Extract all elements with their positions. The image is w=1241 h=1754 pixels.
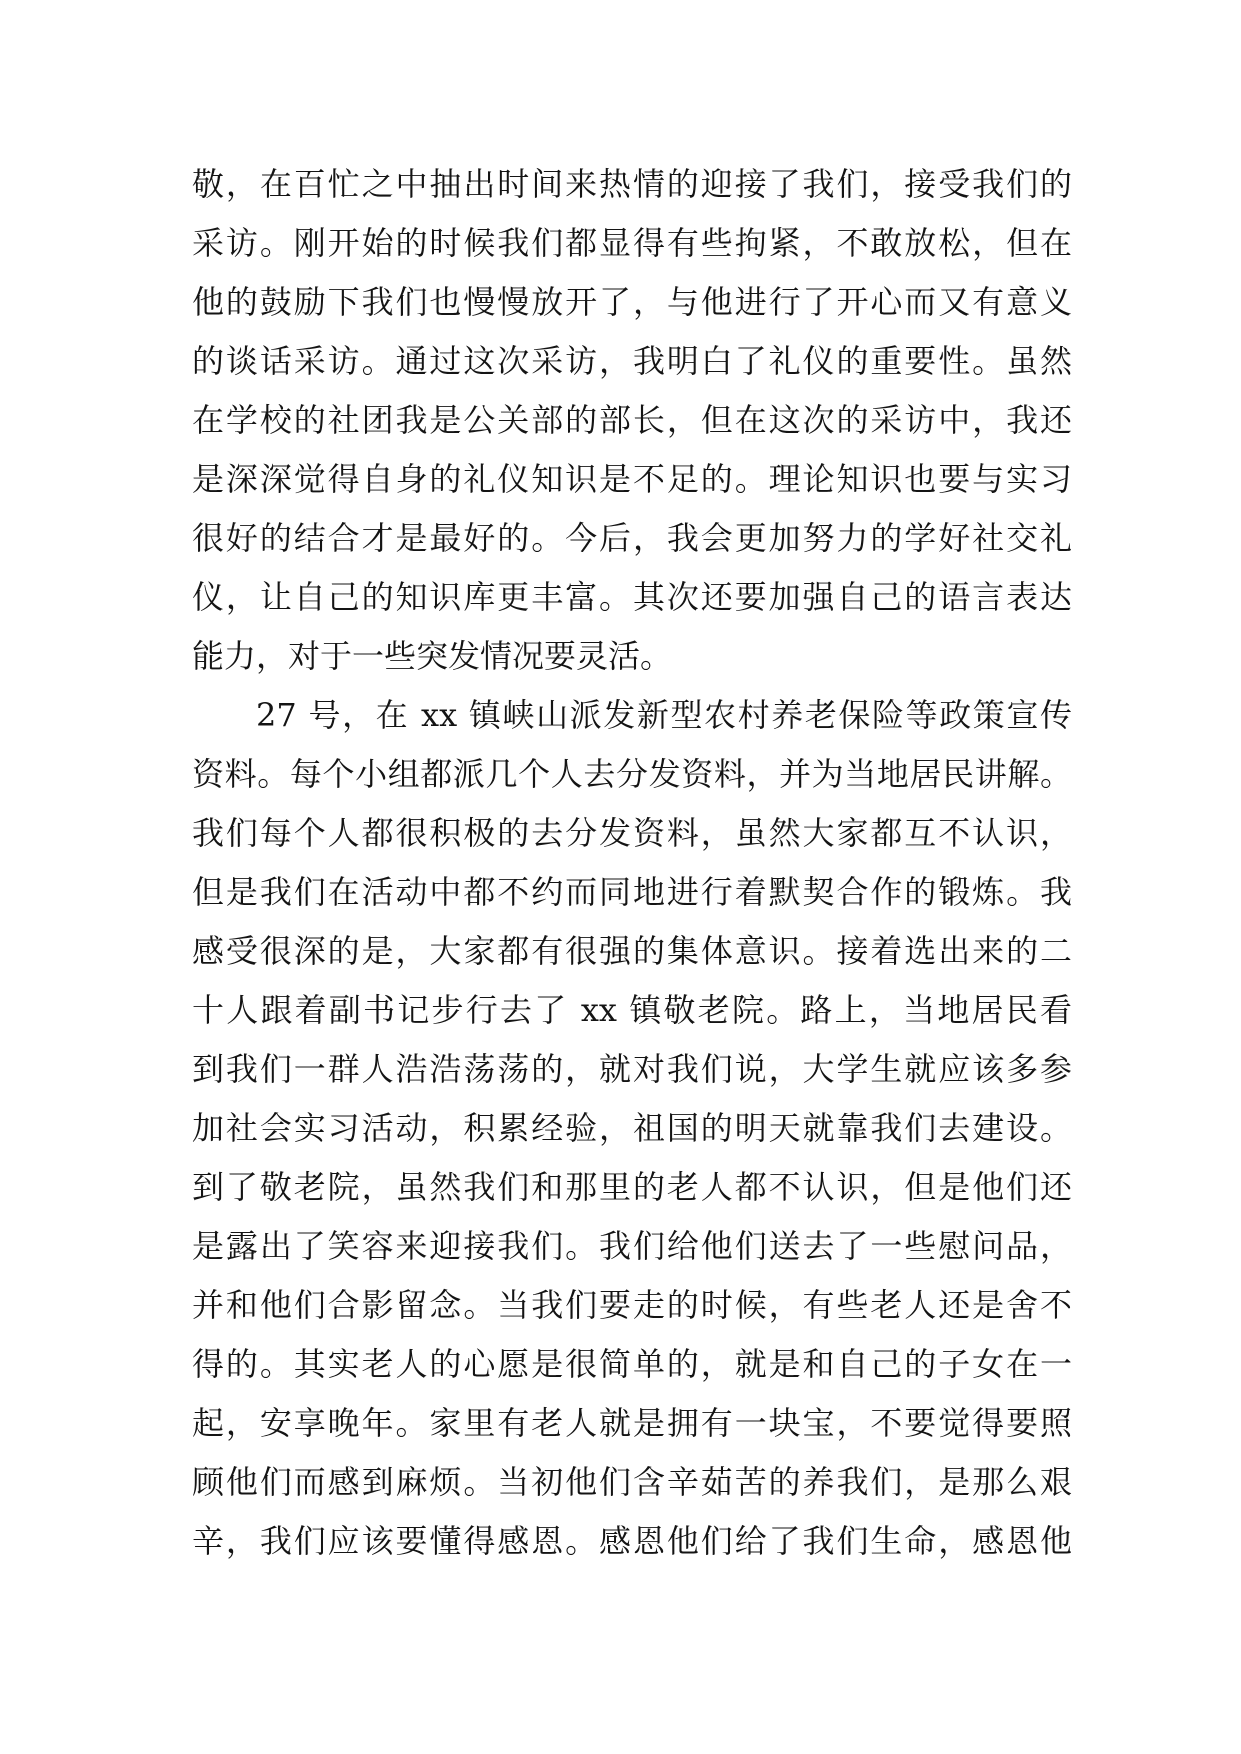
text-line: 到了敬老院，虽然我们和那里的老人都不认识，但是他们还: [192, 1168, 1072, 1206]
paragraph-interview-reflection: [192, 155, 1072, 686]
text-line: 采访。刚开始的时候我们都显得有些拘紧，不敢放松，但在: [192, 224, 1072, 262]
text-line: 感受很深的是，大家都有很强的集体意识。接着选出来的二: [192, 932, 1072, 970]
text-line: 很好的结合才是最好的。今后，我会更加努力的学好社交礼: [192, 519, 1072, 557]
text-line: 仪，让自己的知识库更丰富。其次还要加强自己的语言表达: [192, 578, 1072, 616]
text-line: 能力，对于一些突发情况要灵活。: [192, 637, 673, 675]
text-line: 他的鼓励下我们也慢慢放开了，与他进行了开心而又有意义: [192, 283, 1072, 321]
text-line: 到我们一群人浩浩荡荡的，就对我们说，大学生就应该多参: [192, 1050, 1072, 1088]
text-line: 我们每个人都很积极的去分发资料，虽然大家都互不认识，: [192, 814, 1072, 852]
text-line: 起，安享晚年。家里有老人就是拥有一块宝，不要觉得要照: [192, 1404, 1072, 1442]
text-line: 得的。其实老人的心愿是很简单的，就是和自己的子女在一: [192, 1345, 1072, 1383]
text-line: 加社会实习活动，积累经验，祖国的明天就靠我们去建设。: [192, 1109, 1072, 1147]
text-line: 辛，我们应该要懂得感恩。感恩他们给了我们生命，感恩他: [192, 1522, 1072, 1560]
text-line: 在学校的社团我是公关部的部长，但在这次的采访中，我还: [192, 401, 1072, 439]
document-body: [192, 155, 1072, 1571]
text-line: 敬，在百忙之中抽出时间来热情的迎接了我们，接受我们的: [192, 165, 1072, 203]
text-line: 并和他们合影留念。当我们要走的时候，有些老人还是舍不: [192, 1286, 1072, 1324]
text-line: 资料。每个小组都派几个人去分发资料，并为当地居民讲解。: [192, 755, 1072, 793]
text-line: 但是我们在活动中都不约而同地进行着默契合作的锻炼。我: [192, 873, 1072, 911]
text-line: 27 号，在 xx 镇峡山派发新型农村养老保险等政策宣传: [256, 696, 1072, 734]
text-line: 是露出了笑容来迎接我们。我们给他们送去了一些慰问品，: [192, 1227, 1072, 1265]
text-line: 顾他们而感到麻烦。当初他们含辛茹苦的养我们，是那么艰: [192, 1463, 1072, 1501]
text-line: 十人跟着副书记步行去了 xx 镇敬老院。路上，当地居民看: [192, 991, 1072, 1029]
paragraph-nursing-home-visit: [192, 686, 1072, 1571]
text-line: 是深深觉得自身的礼仪知识是不足的。理论知识也要与实习: [192, 460, 1072, 498]
text-line: 的谈话采访。通过这次采访，我明白了礼仪的重要性。虽然: [192, 342, 1072, 380]
